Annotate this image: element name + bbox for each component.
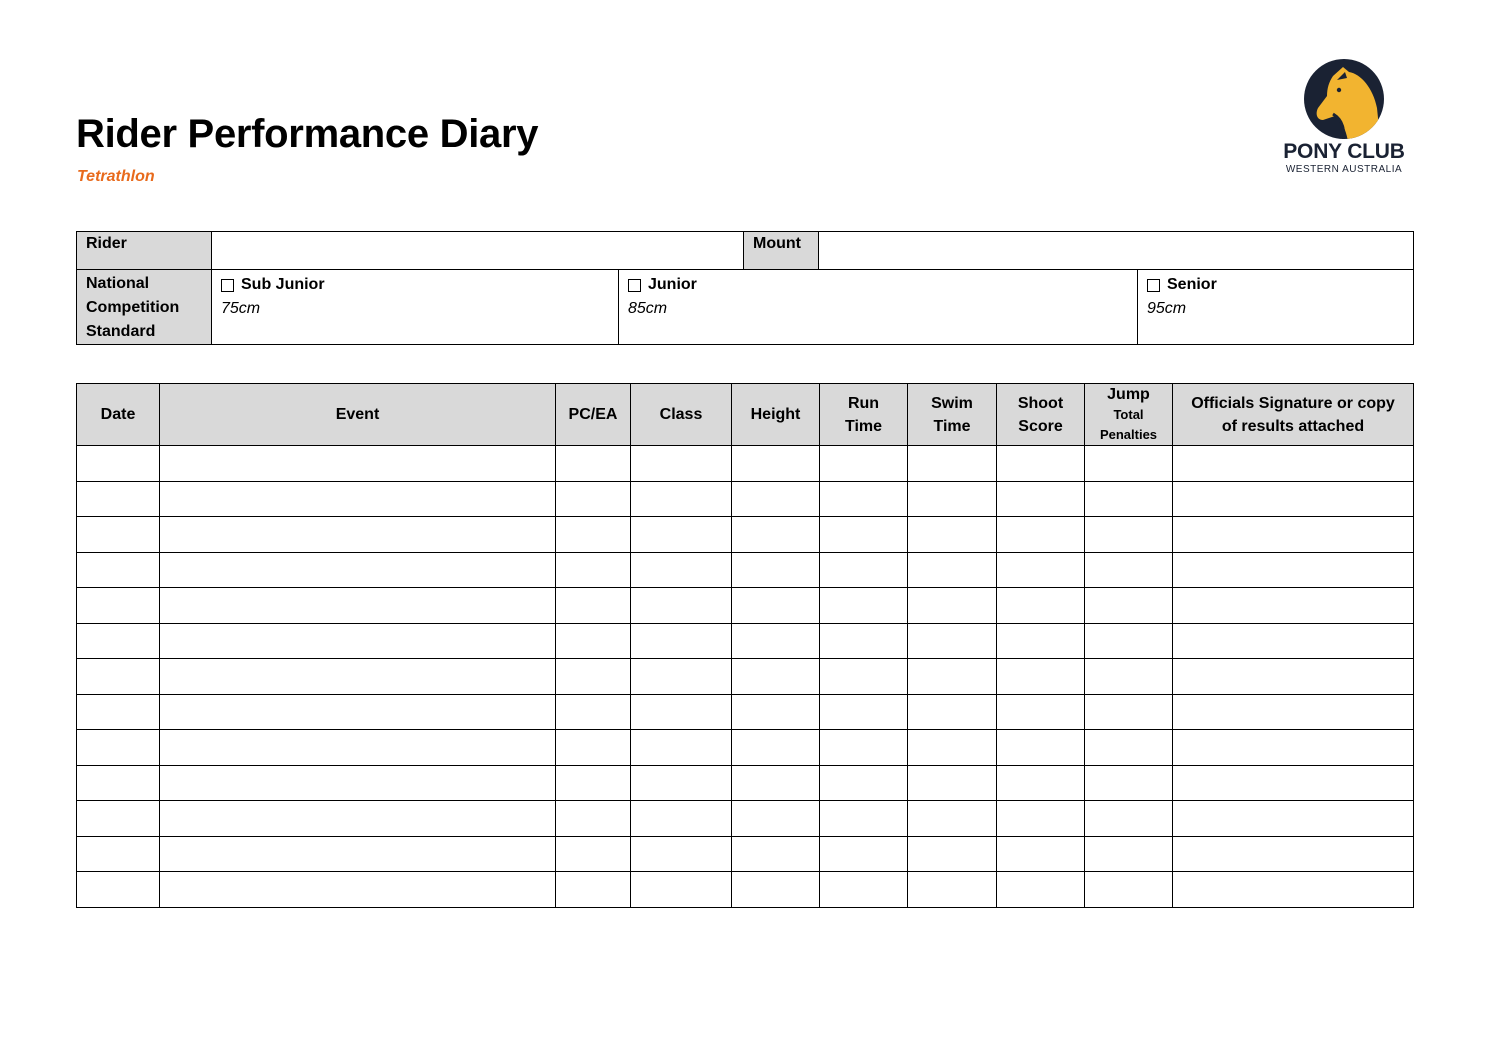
table-cell[interactable] — [77, 588, 160, 624]
table-cell[interactable] — [820, 517, 908, 553]
table-cell[interactable] — [820, 730, 908, 766]
table-row — [77, 481, 1414, 517]
table-cell[interactable] — [77, 872, 160, 908]
table-cell[interactable] — [556, 446, 631, 482]
standard-label-line: National — [86, 275, 150, 292]
table-cell[interactable] — [732, 765, 820, 801]
table-cell[interactable] — [820, 623, 908, 659]
table-cell[interactable] — [732, 446, 820, 482]
table-cell[interactable] — [77, 552, 160, 588]
table-cell[interactable] — [1085, 836, 1173, 872]
table-cell[interactable] — [631, 517, 732, 553]
table-cell[interactable] — [160, 481, 556, 517]
sub-junior-checkbox[interactable] — [221, 279, 234, 292]
table-cell[interactable] — [997, 623, 1085, 659]
mount-field[interactable] — [819, 232, 1414, 270]
table-row — [77, 623, 1414, 659]
table-cell[interactable] — [997, 872, 1085, 908]
table-cell[interactable] — [77, 481, 160, 517]
table-cell[interactable] — [160, 623, 556, 659]
table-cell[interactable] — [160, 588, 556, 624]
table-cell[interactable] — [631, 481, 732, 517]
table-cell[interactable] — [732, 481, 820, 517]
table-cell[interactable] — [556, 730, 631, 766]
table-cell[interactable] — [997, 730, 1085, 766]
senior-height: 95cm — [1147, 300, 1187, 317]
table-cell[interactable] — [77, 694, 160, 730]
table-cell[interactable] — [732, 659, 820, 695]
table-cell[interactable] — [908, 694, 997, 730]
standard-option-senior — [1138, 270, 1414, 345]
table-cell[interactable] — [908, 730, 997, 766]
table-cell[interactable] — [1173, 481, 1414, 517]
table-cell[interactable] — [1173, 588, 1414, 624]
table-cell[interactable] — [732, 836, 820, 872]
table-cell[interactable] — [1173, 446, 1414, 482]
sub-junior-label: Sub Junior — [241, 276, 325, 293]
column-header-class: Class — [631, 384, 732, 446]
rider-field[interactable] — [212, 232, 744, 270]
table-cell[interactable] — [631, 836, 732, 872]
table-cell[interactable] — [1173, 623, 1414, 659]
sub-junior-height: 75cm — [221, 300, 261, 317]
table-cell[interactable] — [732, 623, 820, 659]
table-cell[interactable] — [77, 801, 160, 837]
table-cell[interactable] — [1173, 872, 1414, 908]
logo-region: WESTERN AUSTRALIA — [1285, 164, 1403, 175]
table-cell[interactable] — [1173, 659, 1414, 695]
table-cell[interactable] — [160, 446, 556, 482]
table-cell[interactable] — [1085, 588, 1173, 624]
table-cell[interactable] — [908, 446, 997, 482]
junior-height: 85cm — [628, 300, 668, 317]
column-header-run-time: Run Time — [820, 384, 908, 446]
table-cell[interactable] — [820, 801, 908, 837]
table-cell[interactable] — [1085, 659, 1173, 695]
table-row — [77, 446, 1414, 482]
table-cell[interactable] — [820, 765, 908, 801]
table-cell[interactable] — [1085, 801, 1173, 837]
table-cell[interactable] — [556, 481, 631, 517]
table-cell[interactable] — [77, 765, 160, 801]
table-cell[interactable] — [160, 801, 556, 837]
table-cell[interactable] — [1085, 446, 1173, 482]
table-cell[interactable] — [631, 623, 732, 659]
table-cell[interactable] — [820, 694, 908, 730]
table-cell[interactable] — [1173, 730, 1414, 766]
table-cell[interactable] — [631, 446, 732, 482]
table-cell[interactable] — [908, 552, 997, 588]
standard-option-junior — [619, 270, 1138, 345]
logo-name: PONY CLUB — [1283, 140, 1405, 163]
table-cell[interactable] — [997, 801, 1085, 837]
table-cell[interactable] — [908, 765, 997, 801]
column-header-pc-ea: PC/EA — [556, 384, 631, 446]
table-row — [77, 730, 1414, 766]
rider-label: Rider — [77, 232, 212, 270]
table-cell[interactable] — [556, 765, 631, 801]
junior-checkbox[interactable] — [628, 279, 641, 292]
table-row — [77, 694, 1414, 730]
mount-label: Mount — [744, 232, 819, 270]
table-cell[interactable] — [556, 694, 631, 730]
table-row — [77, 517, 1414, 553]
table-cell[interactable] — [631, 659, 732, 695]
table-cell[interactable] — [732, 552, 820, 588]
table-cell[interactable] — [1173, 765, 1414, 801]
table-cell[interactable] — [997, 552, 1085, 588]
column-header-height: Height — [732, 384, 820, 446]
senior-checkbox[interactable] — [1147, 279, 1160, 292]
table-cell[interactable] — [1085, 765, 1173, 801]
table-cell[interactable] — [997, 517, 1085, 553]
table-cell[interactable] — [1085, 623, 1173, 659]
table-cell[interactable] — [1085, 694, 1173, 730]
table-cell[interactable] — [631, 552, 732, 588]
table-cell[interactable] — [732, 517, 820, 553]
page-subtitle: Tetrathlon — [77, 168, 155, 185]
table-cell[interactable] — [997, 836, 1085, 872]
table-cell[interactable] — [556, 623, 631, 659]
rider-details-table — [76, 231, 1414, 345]
table-cell[interactable] — [556, 588, 631, 624]
table-cell[interactable] — [908, 623, 997, 659]
table-cell[interactable] — [631, 801, 732, 837]
table-row — [77, 588, 1414, 624]
standard-label — [77, 270, 212, 345]
table-cell[interactable] — [160, 765, 556, 801]
table-cell[interactable] — [1173, 552, 1414, 588]
table-cell[interactable] — [732, 872, 820, 908]
table-cell[interactable] — [908, 801, 997, 837]
table-cell[interactable] — [732, 588, 820, 624]
table-cell[interactable] — [908, 588, 997, 624]
table-cell[interactable] — [997, 659, 1085, 695]
table-cell[interactable] — [160, 659, 556, 695]
table-cell[interactable] — [997, 694, 1085, 730]
table-cell[interactable] — [160, 730, 556, 766]
table-cell[interactable] — [160, 517, 556, 553]
table-cell[interactable] — [908, 481, 997, 517]
column-header-officials-signature: Officials Signature or copy of results attached — [1173, 384, 1414, 446]
junior-label: Junior — [648, 276, 697, 293]
pony-club-logo — [1274, 58, 1416, 178]
table-cell[interactable] — [1173, 801, 1414, 837]
table-cell[interactable] — [556, 659, 631, 695]
table-cell[interactable] — [77, 836, 160, 872]
page-title: Rider Performance Diary — [76, 112, 539, 156]
table-cell[interactable] — [160, 694, 556, 730]
table-cell[interactable] — [631, 765, 732, 801]
table-cell[interactable] — [160, 552, 556, 588]
table-cell[interactable] — [160, 836, 556, 872]
table-cell[interactable] — [631, 588, 732, 624]
table-cell[interactable] — [997, 446, 1085, 482]
table-cell[interactable] — [820, 481, 908, 517]
performance-log-table — [76, 383, 1414, 908]
table-cell[interactable] — [908, 836, 997, 872]
table-cell[interactable] — [908, 659, 997, 695]
table-cell[interactable] — [631, 872, 732, 908]
table-cell[interactable] — [908, 517, 997, 553]
standard-label-line: Competition — [86, 299, 180, 316]
column-header-shoot-score: Shoot Score — [997, 384, 1085, 446]
table-cell[interactable] — [732, 730, 820, 766]
table-row — [77, 659, 1414, 695]
table-cell[interactable] — [820, 872, 908, 908]
standard-option-sub-junior — [212, 270, 619, 345]
table-cell[interactable] — [77, 517, 160, 553]
table-row — [77, 765, 1414, 801]
column-header-jump-penalties: Jump Total Penalties — [1085, 384, 1173, 446]
table-cell[interactable] — [732, 694, 820, 730]
column-header-event: Event — [160, 384, 556, 446]
table-cell[interactable] — [556, 836, 631, 872]
table-cell[interactable] — [77, 446, 160, 482]
table-cell[interactable] — [1173, 517, 1414, 553]
table-cell[interactable] — [556, 517, 631, 553]
table-cell[interactable] — [1085, 481, 1173, 517]
table-cell[interactable] — [77, 659, 160, 695]
table-cell[interactable] — [556, 801, 631, 837]
table-cell[interactable] — [820, 552, 908, 588]
table-cell[interactable] — [77, 730, 160, 766]
table-cell[interactable] — [1085, 517, 1173, 553]
table-cell[interactable] — [732, 801, 820, 837]
horse-head-icon — [1303, 58, 1385, 140]
standard-label-line: Standard — [86, 323, 156, 340]
table-cell[interactable] — [1085, 552, 1173, 588]
table-cell[interactable] — [1173, 694, 1414, 730]
table-cell[interactable] — [997, 765, 1085, 801]
table-cell[interactable] — [1085, 730, 1173, 766]
table-row — [77, 836, 1414, 872]
table-cell[interactable] — [631, 730, 732, 766]
table-cell[interactable] — [820, 659, 908, 695]
table-cell[interactable] — [820, 836, 908, 872]
table-cell[interactable] — [908, 872, 997, 908]
table-cell[interactable] — [160, 872, 556, 908]
table-cell[interactable] — [997, 481, 1085, 517]
table-cell[interactable] — [556, 872, 631, 908]
table-row — [77, 872, 1414, 908]
table-row — [77, 801, 1414, 837]
table-cell[interactable] — [556, 552, 631, 588]
senior-label: Senior — [1167, 276, 1217, 293]
table-row — [77, 552, 1414, 588]
column-header-swim-time: Swim Time — [908, 384, 997, 446]
table-cell[interactable] — [1173, 836, 1414, 872]
table-cell[interactable] — [997, 588, 1085, 624]
log-table-body — [77, 446, 1414, 908]
table-cell[interactable] — [820, 446, 908, 482]
table-cell[interactable] — [631, 694, 732, 730]
table-cell[interactable] — [820, 588, 908, 624]
table-cell[interactable] — [77, 623, 160, 659]
column-header-date: Date — [77, 384, 160, 446]
table-cell[interactable] — [1085, 872, 1173, 908]
